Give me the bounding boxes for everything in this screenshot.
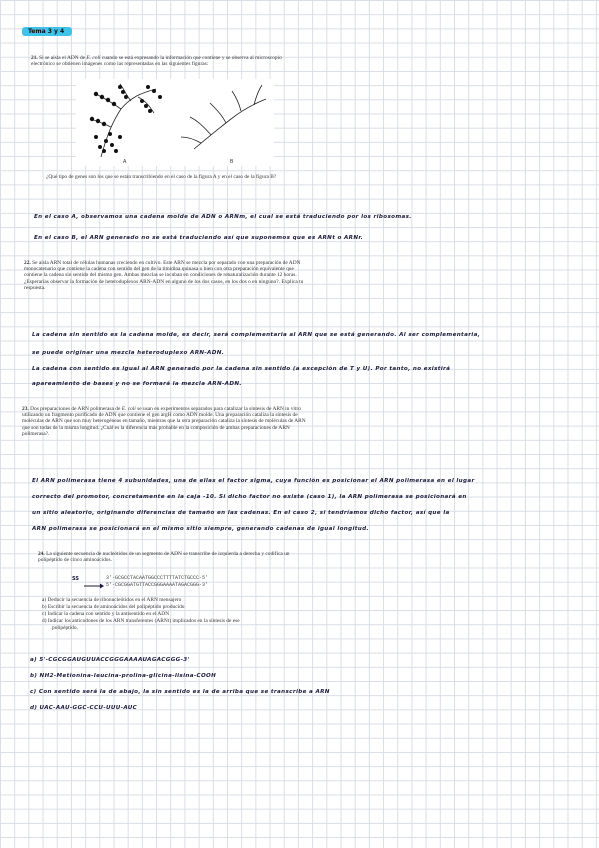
- dna-strand-top: 3'-GCGCCTACAATGGCCCTTTTATCTGCCC-5': [106, 575, 209, 581]
- question-text: Se aísla ARN total de células humanas creciendo en cultivo. Este ARN se mezcla por separado con una preparación de ADN monocatenario que contiene la cadena con sentido del gen de la timidina quinasa o bien con otra preparación equivalente que contiene la cadena sin sentido del mismo gen. Ambas mezclas se incuban en condiciones de renaturalización durante 12 horas. ¿Esperarías observar la formación de heteroduplexos ARN-ADN en alguno de los dos casos, en los dos o en ninguno?. Explica tu respuesta.: [24, 260, 304, 291]
- question-21-prompt: ¿Qué tipo de genes son los que se están transcribiendo en el caso de la figura A y en el caso de la figura B?: [46, 174, 277, 180]
- question-24: [38, 551, 310, 563]
- topic-tag: Tema 3 y 4: [22, 27, 72, 36]
- answer-24-c: c) Con sentido será la de abajo, la sin sentido es la de arriba que se transcribe a ARN: [30, 689, 330, 695]
- figure-a-ribosomes: [90, 85, 162, 153]
- species-name: E. coli: [121, 406, 136, 412]
- answer-21-line-2: En el caso B, el ARN generado no se está traduciendo así que suponemos que es ARNt o ARNr.: [34, 235, 364, 241]
- question-number: 22.: [24, 260, 31, 266]
- answer-24-a: a) 5'-CGCGGAUGUUACCGGGAAAAUAGACGGG-3': [30, 657, 190, 663]
- answer-24-d: d) UAC-AAU-GGC-CCU-UUU-AUC: [30, 705, 138, 711]
- question-text: Dos preparaciones de ARN polimerasa de: [28, 406, 122, 412]
- question-22: [24, 260, 310, 291]
- answer-23-line-1: El ARN polimerasa tiene 4 subunidades, una de ellas el factor sigma, cuya función es posicionar el ARN polimerasa en el lugar: [32, 478, 475, 484]
- transcription-figure: [76, 79, 274, 166]
- question-23: [22, 406, 312, 437]
- question-number: 23.: [22, 406, 29, 412]
- arrow-icon: [84, 576, 104, 582]
- answer-24-b: b) NH2-Metionina-leucina-prolina-glicina-lisina-COOH: [30, 673, 217, 679]
- question-number: 24.: [38, 551, 45, 557]
- sub-item-c: c) Indicar la cadena con sentido y la antisentido en el ADN: [42, 611, 170, 617]
- answer-21-line-1: En el caso A, observamos una cadena molde de ADN o ARNm, el cual se está traduciendo por los ribosomas.: [34, 214, 412, 220]
- question-text: La siguiente secuencia de nucleótidos de un segmento de ADN se transcribe de izquierda a derecha y codifica un polipéptido de cinco aminoácidos.: [38, 551, 290, 564]
- figure-b-drawing: [181, 85, 266, 149]
- question-text: se usan en experimentos separados para catalizar la síntesis de ARN in vitro utilizando un fragmento purificado de ADN que contiene el gen argH como ADN molde. Una preparación cataliza la síntesis de moléculas de ARN que son muy heterogéneas en tamaño, mientras que la otra preparación cataliza la síntesis de moléculas de ARN que son todas de la misma longitud. ¿Cuál es la diferencia más probable en la composición de ambas preparaciones de ARN polimerasa?.: [22, 406, 306, 437]
- micrograph-drawing: [76, 79, 274, 166]
- sequence-marker: SS: [72, 576, 79, 582]
- answer-22-line-2: se puede originar una mezcla heteroduplexo ARN-ADN.: [32, 350, 225, 356]
- dna-strand-bottom: 5'-CGCGGATGTTACCGGGAAAATAGACGGG-3': [106, 582, 209, 588]
- species-name: E. coli: [86, 55, 101, 61]
- answer-23-line-3: un sitio aleatorio, originando diferencias de tamaño en las cadenas. En el caso 2, si tendríamos dicho factor, así que la: [32, 510, 450, 516]
- answer-22-line-1: La cadena sin sentido es la cadena molde, es decir, será complementaria al ARN que se está generando. Al ser complementaria,: [32, 332, 481, 338]
- answer-22-line-3: La cadena con sentido es igual al ARN generado por la cadena sin sentido (a excepción de T y U). Por tanto, no existirá: [32, 366, 451, 372]
- answer-22-line-4: apareamiento de bases y no se formará la mezcla ARN-ADN.: [32, 381, 242, 387]
- question-text: cuando se está expresando la información que contiene y se observa al microscopio electrónico se obtienen imágenes como las representadas en las siguientes figuras:: [31, 55, 282, 68]
- sub-item-b: b) Escribir la secuencia de aminoácidos del polipéptido producido: [42, 604, 185, 610]
- figure-label-b: B: [230, 159, 234, 165]
- answer-23-line-4: ARN polimerasa se posicionará en el mismo sitio siempre, generando cadenas de igual longitud.: [32, 526, 369, 532]
- sub-item-a: a) Deducir la secuencia de ribonucleótidos en el ARN mensajero: [42, 597, 182, 603]
- answer-23-line-2: correcto del promotor, concretamente en la caja -10. Si dicho factor no existe (caso 1), la ARN polimerasa se posicionará en: [32, 494, 467, 500]
- sub-item-d-cont: polipéptido.: [52, 625, 78, 631]
- figure-label-a: A: [123, 159, 127, 165]
- question-number: 21.: [31, 55, 38, 61]
- question-text: Si se aísla el ADN de: [37, 55, 87, 61]
- sub-item-d: d) Indicar los anticodones de los ARN transferentes (ARNt) implicados en la síntesis de ese: [42, 618, 240, 624]
- question-21: [31, 55, 303, 67]
